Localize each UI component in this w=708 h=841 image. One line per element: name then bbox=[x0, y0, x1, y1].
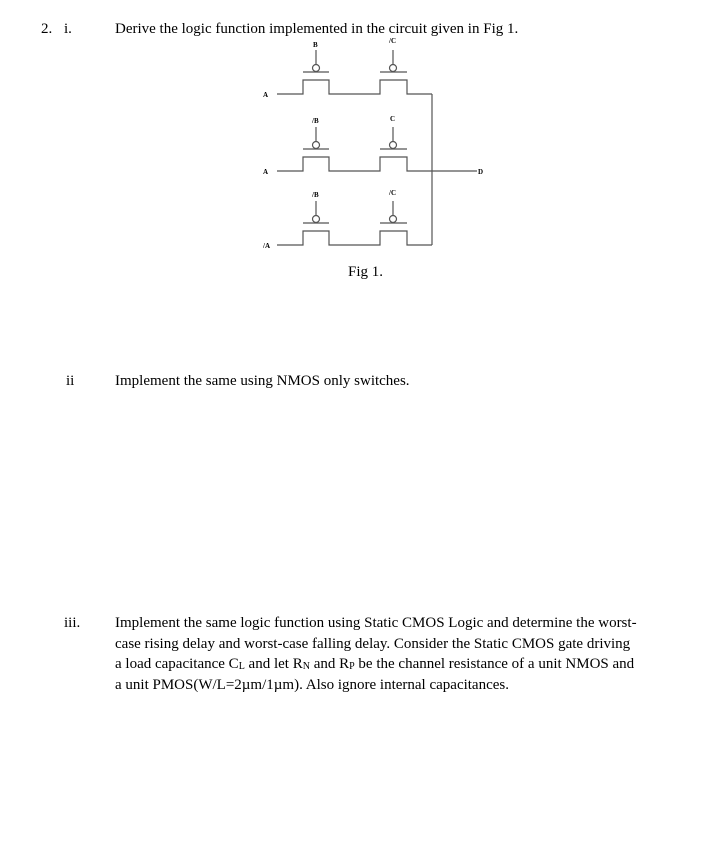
row2-transistor-chain bbox=[277, 157, 432, 171]
part-i-label: i. bbox=[64, 21, 72, 37]
subscript-L: L bbox=[238, 661, 245, 672]
row2-gate2-bubble bbox=[390, 142, 397, 149]
row1-gate1-label: B bbox=[313, 41, 318, 49]
part-i-text: Derive the logic function implemented in the circuit given in Fig 1. bbox=[115, 21, 519, 37]
row1-transistor-chain bbox=[277, 80, 432, 94]
row2-gate1-label: /B bbox=[312, 117, 319, 125]
text-segment: a load capacitance C bbox=[115, 656, 239, 672]
text-segment: and let R bbox=[244, 656, 303, 672]
output-label: D bbox=[478, 168, 484, 176]
part-iii-line-1: Implement the same logic function using Static CMOS Logic and determine the worst- bbox=[115, 615, 637, 631]
row2-gate-leads bbox=[316, 127, 393, 142]
output-bus bbox=[432, 94, 477, 245]
row1-gate2-bubble bbox=[390, 65, 397, 72]
row2-gate1-bubble bbox=[313, 142, 320, 149]
row3-gate1-bubble bbox=[313, 216, 320, 223]
row3-gate-leads bbox=[316, 201, 393, 216]
text-segment: and R bbox=[309, 656, 350, 672]
row3-input-label: /A bbox=[263, 242, 270, 250]
question-number: 2. bbox=[41, 21, 53, 37]
subscript-N: N bbox=[302, 661, 310, 672]
row3-transistor-chain bbox=[277, 231, 432, 245]
row2-gate2-label: C bbox=[390, 115, 396, 123]
subscript-P: P bbox=[349, 661, 355, 672]
text-segment: be the channel resistance of a unit NMOS and bbox=[354, 656, 635, 672]
row1-input-label: A bbox=[263, 91, 269, 99]
row2-input-label: A bbox=[263, 168, 269, 176]
row3-gate2-bubble bbox=[390, 216, 397, 223]
part-iii-label: iii. bbox=[64, 615, 81, 631]
part-ii-label: ii bbox=[66, 373, 75, 389]
row1-gate-leads bbox=[316, 50, 393, 65]
row1-gate1-bubble bbox=[313, 65, 320, 72]
row3-gate2-label: /C bbox=[389, 189, 396, 197]
part-iii-line-2: case rising delay and worst-case falling delay. Consider the Static CMOS gate driving bbox=[115, 635, 631, 652]
part-iii-text bbox=[115, 613, 675, 695]
part-ii-text: Implement the same using NMOS only switches. bbox=[115, 373, 410, 389]
part-iii-line-4: a unit PMOS(W/L=2µm/1µm). Also ignore internal capacitances. bbox=[115, 676, 509, 693]
row3-gate1-label: /B bbox=[312, 191, 319, 199]
part-iii-line-3 bbox=[115, 654, 675, 675]
row1-gate2-label: /C bbox=[389, 37, 396, 45]
figure-caption: Fig 1. bbox=[348, 264, 384, 280]
circuit-wires bbox=[277, 50, 477, 245]
